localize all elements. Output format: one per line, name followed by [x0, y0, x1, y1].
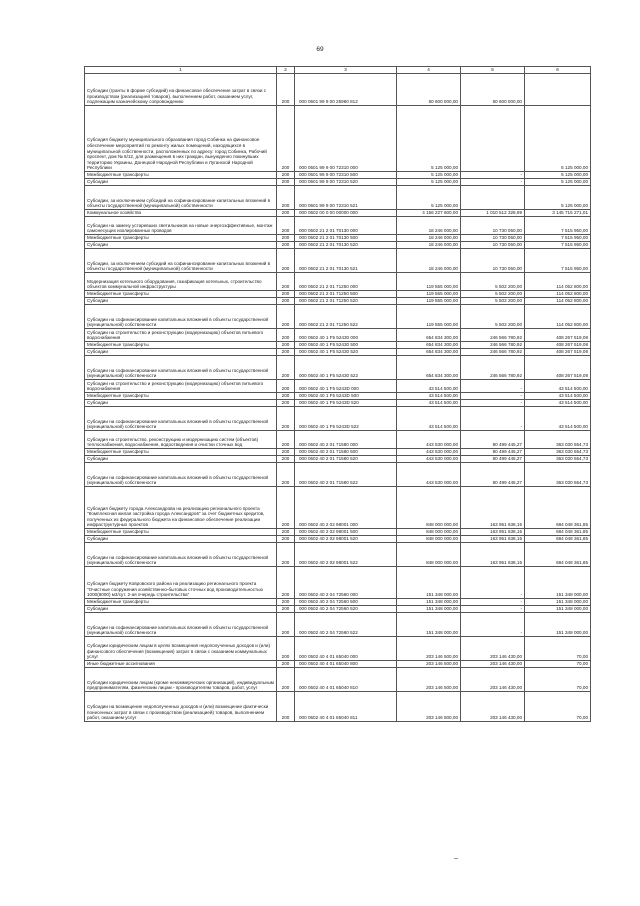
row-remaining: 114 052 800,00 [525, 273, 591, 291]
row-executed: - [461, 407, 525, 431]
row-code: 200 [277, 242, 295, 249]
row-name: Субсидия бюджету муниципального образования город Собинка на финансовое обеспечение мероприятий по ремонту жилых помещений, находящихся в муниципальной собственности, расположенных по адресу: город Собинка, Рабочий проспект, дом № 6/12, для размещения в них граждан, вынужденно покинувших территорию Украины, Донецкой Народной Республики и Луганской Народной Республики [85, 106, 277, 172]
row-kbk: 000 0501 99 9 00 72310 000 [295, 106, 397, 172]
row-kbk: 000 0502 21 2 01 70130 521 [295, 249, 397, 273]
row-name: Субсидии на замену устаревших светильников на новые энергоэффективные, монтаж самонесущих изолированных проводов [85, 217, 277, 235]
row-name: Субсидии [85, 606, 277, 613]
row-kbk: 000 0502 40 2 02 98001 520 [295, 536, 397, 543]
row-approved: 203 146 500,00 [397, 692, 461, 722]
row-approved: 151 348 000,00 [397, 567, 461, 599]
row-executed: 80 499 445,27 [461, 431, 525, 449]
row-remaining: 114 052 800,00 [525, 298, 591, 305]
row-kbk: 000 0502 40 2 04 72560 000 [295, 567, 397, 599]
row-remaining: 70,00 [525, 637, 591, 661]
row-kbk: 000 0502 40 2 01 71580 500 [295, 449, 397, 456]
row-executed: 163 951 638,15 [461, 543, 525, 567]
row-executed: 163 951 638,15 [461, 487, 525, 529]
row-kbk: 000 0501 99 9 00 25960 812 [295, 74, 397, 106]
row-code: 200 [277, 536, 295, 543]
row-executed: 163 951 638,15 [461, 536, 525, 543]
row-name: Субсидии [85, 536, 277, 543]
row-code: 200 [277, 543, 295, 567]
row-code: 200 [277, 356, 295, 380]
table-row [85, 305, 591, 329]
row-remaining: 684 048 361,85 [525, 543, 591, 567]
row-code: 200 [277, 249, 295, 273]
table-row [85, 356, 591, 380]
row-name: Межбюджетные трансферты [85, 529, 277, 536]
row-remaining: 408 267 519,08 [525, 356, 591, 380]
row-remaining: 5 125 000,00 [525, 186, 591, 210]
row-remaining: 43 514 500,00 [525, 407, 591, 431]
row-code: 200 [277, 613, 295, 637]
row-remaining: 43 514 500,00 [525, 400, 591, 407]
table-row [85, 349, 591, 356]
row-code: 200 [277, 273, 295, 291]
row-code: 200 [277, 172, 295, 179]
row-remaining: 151 348 000,00 [525, 567, 591, 599]
table-row [85, 273, 591, 291]
row-remaining [525, 74, 591, 106]
row-remaining: 151 348 000,00 [525, 613, 591, 637]
row-code: 200 [277, 186, 295, 210]
row-remaining: 408 267 519,08 [525, 349, 591, 356]
row-kbk: 000 0502 40 1 F5 5243D 520 [295, 400, 397, 407]
row-kbk: 000 0502 21 2 01 71250 522 [295, 305, 397, 329]
row-code: 200 [277, 661, 295, 668]
row-name: Межбюджетные трансферты [85, 449, 277, 456]
row-remaining: 7 515 950,00 [525, 249, 591, 273]
table-row [85, 407, 591, 431]
row-remaining: 114 052 800,00 [525, 291, 591, 298]
row-name: Субсидия бюджету Ковровского района на реализацию регионального проекта "Очистные сооружения хозяйственно-бытовых сточных вод производительностью 1000(6000) м3/сут. 2-ая очередь строительства" [85, 567, 277, 599]
scan-mark [454, 858, 458, 859]
row-executed: 5 502 200,00 [461, 291, 525, 298]
row-code: 200 [277, 668, 295, 692]
row-kbk: 000 0502 40 2 02 98001 500 [295, 529, 397, 536]
row-executed: 10 730 050,00 [461, 242, 525, 249]
row-approved: 151 348 000,00 [397, 613, 461, 637]
row-remaining: 151 348 000,00 [525, 599, 591, 606]
row-kbk: 000 0502 40 1 F5 52430 000 [295, 329, 397, 342]
table-row [85, 210, 591, 217]
row-remaining: 43 514 500,00 [525, 393, 591, 400]
row-approved: 5 125 000,00 [397, 172, 461, 179]
row-kbk: 000 0502 40 2 02 98001 000 [295, 487, 397, 529]
row-approved: 60 600 000,00 [397, 74, 461, 106]
row-approved: 203 146 500,00 [397, 668, 461, 692]
row-code: 200 [277, 456, 295, 463]
row-code: 200 [277, 349, 295, 356]
row-name: Субсидии на софинансирование капитальных вложений в объекты государственной (муниципальной) собственности [85, 543, 277, 567]
row-kbk: 000 0502 21 2 01 71250 000 [295, 273, 397, 291]
row-executed: 203 146 430,00 [461, 668, 525, 692]
row-remaining: 363 030 554,73 [525, 463, 591, 487]
table-row [85, 536, 591, 543]
row-name: Иные бюджетные ассигнования [85, 661, 277, 668]
row-approved: 848 000 000,00 [397, 529, 461, 536]
row-remaining: 5 125 000,00 [525, 179, 591, 186]
table-row [85, 613, 591, 637]
row-remaining: 70,00 [525, 692, 591, 722]
table-row [85, 235, 591, 242]
row-executed: 246 566 780,92 [461, 342, 525, 349]
row-remaining: 43 514 500,00 [525, 380, 591, 393]
column-number-row [85, 67, 591, 74]
column-header: 3 [295, 67, 397, 74]
table-row [85, 393, 591, 400]
row-executed: 5 502 200,00 [461, 273, 525, 291]
row-code: 200 [277, 567, 295, 599]
table-row [85, 661, 591, 668]
row-name: Межбюджетные трансферты [85, 599, 277, 606]
row-kbk: 000 0501 99 9 00 72310 500 [295, 172, 397, 179]
row-code: 200 [277, 329, 295, 342]
table-row [85, 380, 591, 393]
row-name: Модернизация котельного оборудования, газификация котельных, строительство объектов коммунальной инфраструктуры [85, 273, 277, 291]
row-executed [461, 106, 525, 172]
row-name: Субсидии (гранты в форме субсидий) на финансовое обеспечение затрат в связи с производством (реализацией товаров), выполнением работ, оказанием услуг, подлежащим казначейскому сопровождению [85, 74, 277, 106]
row-approved: 18 246 000,00 [397, 249, 461, 273]
row-remaining: 5 125 000,00 [525, 172, 591, 179]
column-header: 4 [397, 67, 461, 74]
table-row [85, 487, 591, 529]
row-name: Субсидии на софинансирование капитальных вложений в объекты государственной (муниципальной) собственности [85, 356, 277, 380]
column-header: 1 [85, 67, 277, 74]
row-kbk: 000 0502 21 2 01 70130 500 [295, 235, 397, 242]
row-kbk: 000 0502 21 2 01 70130 000 [295, 217, 397, 235]
row-kbk: 000 0502 40 2 01 71580 522 [295, 463, 397, 487]
table-row [85, 179, 591, 186]
row-name: Субсидии [85, 456, 277, 463]
row-kbk: 000 0502 40 1 F5 52430 522 [295, 356, 397, 380]
row-kbk: 000 0502 40 2 02 98001 522 [295, 543, 397, 567]
row-executed: - [461, 380, 525, 393]
row-name: Субсидии на софинансирование капитальных вложений в объекты государственной (муниципальной) собственности [85, 305, 277, 329]
row-kbk: 000 0502 40 1 F5 52430 500 [295, 342, 397, 349]
row-kbk: 000 0502 40 2 04 72560 500 [295, 599, 397, 606]
row-executed: 246 566 780,92 [461, 356, 525, 380]
row-executed [461, 186, 525, 210]
row-kbk: 000 0502 40 2 04 72560 522 [295, 613, 397, 637]
row-kbk: 000 0501 99 9 00 72310 520 [295, 179, 397, 186]
row-code: 200 [277, 463, 295, 487]
row-remaining: 363 030 554,73 [525, 449, 591, 456]
column-header: 5 [461, 67, 525, 74]
row-approved: 151 348 000,00 [397, 599, 461, 606]
table-row [85, 298, 591, 305]
row-code: 200 [277, 487, 295, 529]
row-code: 200 [277, 407, 295, 431]
row-approved: 119 555 000,00 [397, 291, 461, 298]
row-code: 200 [277, 305, 295, 329]
row-name: Межбюджетные трансферты [85, 172, 277, 179]
table-row [85, 242, 591, 249]
row-approved: 654 834 300,00 [397, 342, 461, 349]
row-code: 200 [277, 393, 295, 400]
row-executed: 5 502 200,00 [461, 305, 525, 329]
row-executed: - [461, 393, 525, 400]
page-number: 69 [316, 46, 324, 53]
row-remaining: 684 048 361,85 [525, 529, 591, 536]
row-executed: 10 730 050,00 [461, 249, 525, 273]
row-executed: 10 730 050,00 [461, 217, 525, 235]
row-approved: 18 246 000,00 [397, 242, 461, 249]
column-header: 6 [525, 67, 591, 74]
row-executed: 80 499 445,27 [461, 449, 525, 456]
row-executed: 1 010 512 328,99 [461, 210, 525, 217]
table-row [85, 172, 591, 179]
row-code: 200 [277, 179, 295, 186]
row-executed: 10 730 050,00 [461, 235, 525, 242]
row-executed: - [461, 599, 525, 606]
row-code: 200 [277, 449, 295, 456]
row-approved: 119 555 000,00 [397, 305, 461, 329]
row-approved: 119 555 000,00 [397, 273, 461, 291]
row-remaining: 408 267 519,08 [525, 329, 591, 342]
row-kbk: 000 0502 40 4 01 65040 810 [295, 668, 397, 692]
row-remaining: 5 125 000,00 [525, 106, 591, 172]
row-code: 200 [277, 692, 295, 722]
row-executed: - [461, 567, 525, 599]
table-row [85, 431, 591, 449]
row-executed: - [461, 606, 525, 613]
row-kbk: 000 0502 40 4 01 65040 000 [295, 637, 397, 661]
row-approved: 654 834 300,00 [397, 356, 461, 380]
row-remaining: 70,00 [525, 661, 591, 668]
row-name: Субсидии на софинансирование капитальных вложений в объекты государственной (муниципальной) собственности [85, 613, 277, 637]
row-approved: 443 530 000,00 [397, 449, 461, 456]
row-executed: 5 502 200,00 [461, 298, 525, 305]
table-row [85, 186, 591, 210]
table-row [85, 249, 591, 273]
row-name: Субсидии юридическим лицам (кроме некоммерческих организаций), индивидуальным предпринимателям, физическим лицам - производителям товаров, работ, услуг [85, 668, 277, 692]
row-remaining: 151 348 000,00 [525, 606, 591, 613]
row-approved: 654 834 300,00 [397, 329, 461, 342]
row-kbk: 000 0502 40 4 01 65040 811 [295, 692, 397, 722]
row-kbk: 000 0502 21 2 01 71250 500 [295, 291, 397, 298]
budget-execution-table [84, 66, 591, 722]
row-approved: 151 348 000,00 [397, 606, 461, 613]
table-row [85, 456, 591, 463]
row-name: Межбюджетные трансферты [85, 235, 277, 242]
row-remaining: 70,00 [525, 668, 591, 692]
row-executed: 246 566 780,92 [461, 349, 525, 356]
row-code: 200 [277, 210, 295, 217]
row-code: 200 [277, 217, 295, 235]
row-approved: 5 125 000,00 [397, 186, 461, 210]
row-kbk: 000 0502 40 2 04 72560 520 [295, 606, 397, 613]
row-name: Субсидия бюджету города Александрова на реализацию регионального проекта "Комплексная жилая застройка города Александров" за счет бюджетных кредитов, полученных из федерального бюджета на финансовое обеспечение реализации инфраструктурных проектов [85, 487, 277, 529]
row-remaining: 7 515 950,00 [525, 242, 591, 249]
row-remaining: 3 145 715 271,01 [525, 210, 591, 217]
row-remaining: 684 048 361,85 [525, 487, 591, 529]
row-name: Субсидии на строительство и реконструкцию (модернизацию) объектов питьевого водоснабжения [85, 380, 277, 393]
row-name: Коммунальное хозяйство [85, 210, 277, 217]
row-kbk: 000 0502 40 2 01 71580 000 [295, 431, 397, 449]
table-row [85, 529, 591, 536]
row-code: 200 [277, 380, 295, 393]
table-row [85, 217, 591, 235]
row-code: 200 [277, 291, 295, 298]
row-code: 200 [277, 106, 295, 172]
row-name: Субсидии на софинансирование капитальных вложений в объекты государственной (муниципальной) собственности [85, 463, 277, 487]
row-approved: 4 156 227 600,00 [397, 210, 461, 217]
row-remaining: 7 515 950,00 [525, 217, 591, 235]
row-code: 200 [277, 637, 295, 661]
row-approved: 848 000 000,00 [397, 487, 461, 529]
row-code: 200 [277, 431, 295, 449]
row-kbk: 000 0502 40 1 F5 5243D 000 [295, 380, 397, 393]
row-approved: 443 530 000,00 [397, 456, 461, 463]
row-name: Межбюджетные трансферты [85, 291, 277, 298]
row-executed: 203 146 430,00 [461, 692, 525, 722]
row-code: 200 [277, 74, 295, 106]
row-remaining: 408 267 519,08 [525, 342, 591, 349]
table-row [85, 74, 591, 106]
row-executed: 246 566 780,92 [461, 329, 525, 342]
row-kbk: 000 0502 40 1 F5 5243D 500 [295, 393, 397, 400]
table-row [85, 637, 591, 661]
row-code: 200 [277, 599, 295, 606]
row-executed: 163 951 638,15 [461, 529, 525, 536]
row-approved: 5 125 000,00 [397, 179, 461, 186]
row-kbk: 000 0502 00 0 00 00000 000 [295, 210, 397, 217]
row-name: Субсидии на строительство и реконструкцию (модернизацию) объектов питьевого водоснабжения [85, 329, 277, 342]
row-kbk: 000 0502 21 2 01 71250 520 [295, 298, 397, 305]
row-approved: 43 514 500,00 [397, 400, 461, 407]
row-executed: 80 499 445,27 [461, 463, 525, 487]
table-row [85, 692, 591, 722]
row-name: Субсидии [85, 349, 277, 356]
row-code: 200 [277, 298, 295, 305]
row-approved: 18 246 000,00 [397, 235, 461, 242]
row-approved: 443 530 000,00 [397, 431, 461, 449]
row-name: Субсидия на строительство, реконструкцию и модернизацию систем (объектов) теплоснабжения, водоснабжения, водоотведения и очистки сточных вод [85, 431, 277, 449]
row-executed: 60 600 000,00 [461, 74, 525, 106]
row-name: Субсидии юридическим лицам в целях возмещения недополученных доходов и (или) финансового обеспечения (возмещения) затрат в связи с оказанием коммунальных услуг [85, 637, 277, 661]
row-name: Межбюджетные трансферты [85, 342, 277, 349]
table-row [85, 606, 591, 613]
row-kbk: 000 0502 40 1 F5 5243D 522 [295, 407, 397, 431]
row-executed: 80 499 445,27 [461, 456, 525, 463]
row-name: Субсидии, за исключением субсидий на софинансирование капитальных вложений в объекты государственной (муниципальной) собственности [85, 249, 277, 273]
row-remaining: 7 515 950,00 [525, 235, 591, 242]
row-name: Субсидии [85, 179, 277, 186]
table-row [85, 449, 591, 456]
row-kbk: 000 0502 40 1 F5 52430 520 [295, 349, 397, 356]
row-kbk: 000 0502 21 2 01 70130 520 [295, 242, 397, 249]
table-row [85, 543, 591, 567]
row-remaining: 363 030 554,73 [525, 431, 591, 449]
row-approved: 203 146 500,00 [397, 637, 461, 661]
row-approved: 848 000 000,00 [397, 536, 461, 543]
row-approved: 848 000 000,00 [397, 543, 461, 567]
row-name: Субсидии [85, 400, 277, 407]
row-approved: 443 530 000,00 [397, 463, 461, 487]
table-row [85, 400, 591, 407]
row-remaining: 114 052 800,00 [525, 305, 591, 329]
row-name: Субсидии, за исключением субсидий на софинансирование капитальных вложений в объекты государственной (муниципальной) собственности [85, 186, 277, 210]
row-approved: 5 125 000,00 [397, 106, 461, 172]
table-row [85, 342, 591, 349]
row-approved: 654 834 300,00 [397, 349, 461, 356]
table-row [85, 567, 591, 599]
row-kbk: 000 0501 99 9 00 72310 521 [295, 186, 397, 210]
row-name: Субсидии [85, 242, 277, 249]
row-approved: 43 514 500,00 [397, 393, 461, 400]
row-approved: 119 555 000,00 [397, 298, 461, 305]
row-remaining: 363 030 554,73 [525, 456, 591, 463]
row-approved: 43 514 500,00 [397, 407, 461, 431]
table-row [85, 291, 591, 298]
table-row [85, 106, 591, 172]
row-code: 200 [277, 606, 295, 613]
row-code: 200 [277, 529, 295, 536]
row-code: 200 [277, 400, 295, 407]
row-name: Субсидии на софинансирование капитальных вложений в объекты государственной (муниципальной) собственности [85, 407, 277, 431]
row-approved: 203 146 500,00 [397, 661, 461, 668]
row-kbk: 000 0502 40 2 01 71580 520 [295, 456, 397, 463]
column-header: 2 [277, 67, 295, 74]
row-executed: - [461, 172, 525, 179]
row-name: Межбюджетные трансферты [85, 393, 277, 400]
table-row [85, 463, 591, 487]
row-executed: - [461, 400, 525, 407]
row-approved: 43 514 500,00 [397, 380, 461, 393]
row-executed: - [461, 179, 525, 186]
row-executed: 203 146 430,00 [461, 661, 525, 668]
row-name: Субсидии [85, 298, 277, 305]
row-remaining: 684 048 361,85 [525, 536, 591, 543]
row-code: 200 [277, 342, 295, 349]
row-kbk: 000 0502 40 4 01 65040 800 [295, 661, 397, 668]
table-row [85, 668, 591, 692]
table-row [85, 599, 591, 606]
row-name: Субсидии на возмещение недополученных доходов и (или) возмещение фактически понесенных затрат в связи с производством (реализацией) товаров, выполнением работ, оказанием услуг [85, 692, 277, 722]
row-executed: 203 146 430,00 [461, 637, 525, 661]
row-approved: 18 246 000,00 [397, 217, 461, 235]
row-executed: - [461, 613, 525, 637]
row-code: 200 [277, 235, 295, 242]
table-row [85, 329, 591, 342]
